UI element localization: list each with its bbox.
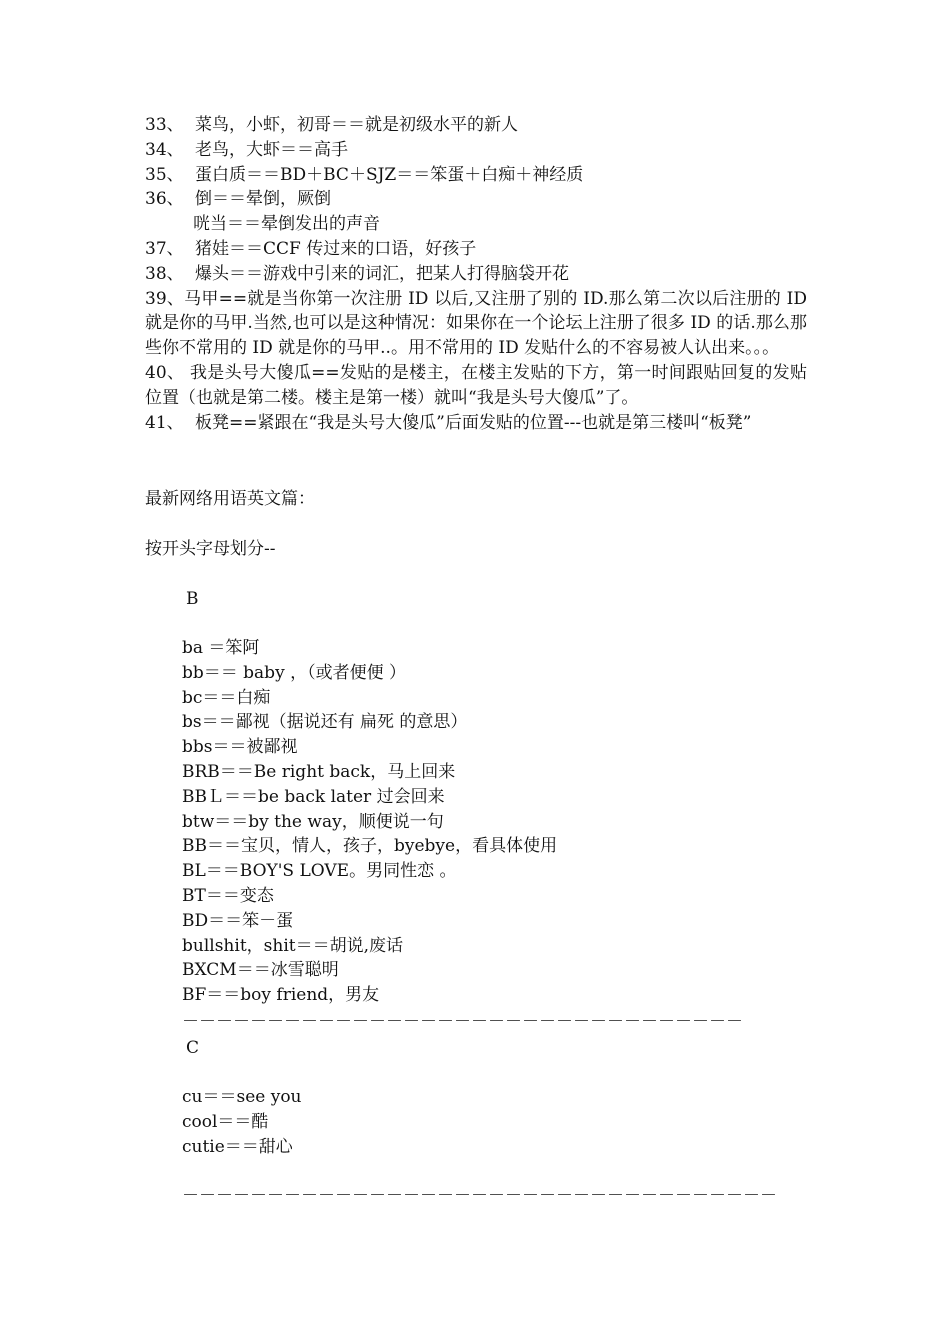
section-heading: 最新网络用语英文篇： [145, 489, 315, 509]
divider-rule: －－－－－－－－－－－－－－－－－－－－－－－－－－－－－－－－－ [182, 1012, 743, 1032]
list-item: bs＝＝鄙视（据说还有 扁死 的意思） [182, 712, 468, 733]
term-list [145, 113, 815, 435]
list-item: ba ＝笨阿 [182, 638, 260, 658]
item-text: 板凳==紧跟在“我是头号大傻瓜”后面发贴的位置---也就是第三楼叫“板凳” [195, 412, 752, 433]
item-text: 猪娃＝＝CCF 传过来的口语，好孩子 [195, 238, 477, 259]
paragraph-item-39: 39、马甲==就是当你第一次注册 ID 以后,又注册了别的 ID.那么第二次以后注册的 ID 就是你的马甲.当然,也可以是这种情况：如果你在一个论坛上注册了很多 ID 的话.那么那些你不常用的 ID 就是你的马甲..。用不常用的 ID 发贴什么的不容易被人认出来。。。 [145, 288, 807, 359]
list-item [145, 411, 815, 436]
list-item: bullshit，shit＝＝胡说,废话 [182, 935, 403, 956]
list-item: BF＝＝boy friend，男友 [182, 985, 380, 1006]
item-continuation: 咣当＝＝晕倒发出的声音 [193, 214, 380, 235]
list-item [145, 113, 815, 138]
list-item: btw＝＝by the way，顺便说一句 [182, 811, 444, 832]
list-item [145, 237, 815, 262]
item-text: 菜鸟，小虾，初哥＝＝就是初级水平的新人 [195, 115, 518, 135]
entries-b [182, 636, 802, 1008]
list-item [145, 138, 815, 163]
item-number: 37、 [145, 238, 184, 259]
item-text: 倒＝＝晕倒，厥倒 [195, 189, 331, 210]
entries-c [182, 1085, 802, 1159]
list-item: cu＝＝see you [182, 1087, 302, 1107]
item-number: 34、 [145, 139, 184, 160]
list-item: cool＝＝酷 [182, 1111, 269, 1132]
list-item: BBＬ＝＝be back later 过会回来 [182, 786, 445, 807]
item-number: 41、 [145, 412, 184, 433]
list-item: BXCM＝＝冰雪聪明 [182, 960, 339, 981]
item-number: 38、 [145, 263, 184, 284]
list-item: bc＝＝白痴 [182, 687, 271, 708]
item-number: 33、 [145, 115, 184, 135]
list-item: bbs＝＝被鄙视 [182, 737, 298, 758]
list-item [145, 187, 815, 212]
list-item [145, 262, 815, 287]
list-item: BRB＝＝Be right back，马上回来 [182, 761, 456, 782]
list-item: BT＝＝变态 [182, 885, 274, 906]
list-item: BB＝＝宝贝，情人，孩子，byebye，看具体使用 [182, 836, 558, 857]
subsection-heading: 按开头字母划分-- [145, 539, 276, 559]
item-text: 蛋白质＝＝BD＋BC＋SJZ＝＝笨蛋＋白痴＋神经质 [195, 164, 584, 185]
list-item: cutie＝＝甜心 [182, 1136, 293, 1157]
item-text: 爆头＝＝游戏中引来的词汇，把某人打得脑袋开花 [195, 263, 569, 284]
divider-rule: －－－－－－－－－－－－－－－－－－－－－－－－－－－－－－－－－－－ [182, 1186, 777, 1206]
item-number: 35、 [145, 164, 184, 185]
paragraph-item-40: 40、 我是头号大傻瓜==发贴的是楼主，在楼主发贴的下方，第一时间跟贴回复的发贴位置（也就是第二楼。楼主是第一楼）就叫“我是头号大傻瓜”了。 [145, 362, 807, 408]
letter-heading-c: C [186, 1038, 200, 1058]
letter-heading-b: B [186, 589, 199, 609]
list-item: BD＝＝笨－蛋 [182, 910, 294, 931]
item-number: 36、 [145, 189, 184, 210]
list-item: bb＝＝ baby ，（或者便便 ） [182, 662, 406, 683]
list-item: BL＝＝BOY'S LOVE。男同性恋 。 [182, 861, 457, 882]
item-text: 老鸟，大虾＝＝高手 [195, 139, 348, 160]
list-item [145, 163, 815, 188]
